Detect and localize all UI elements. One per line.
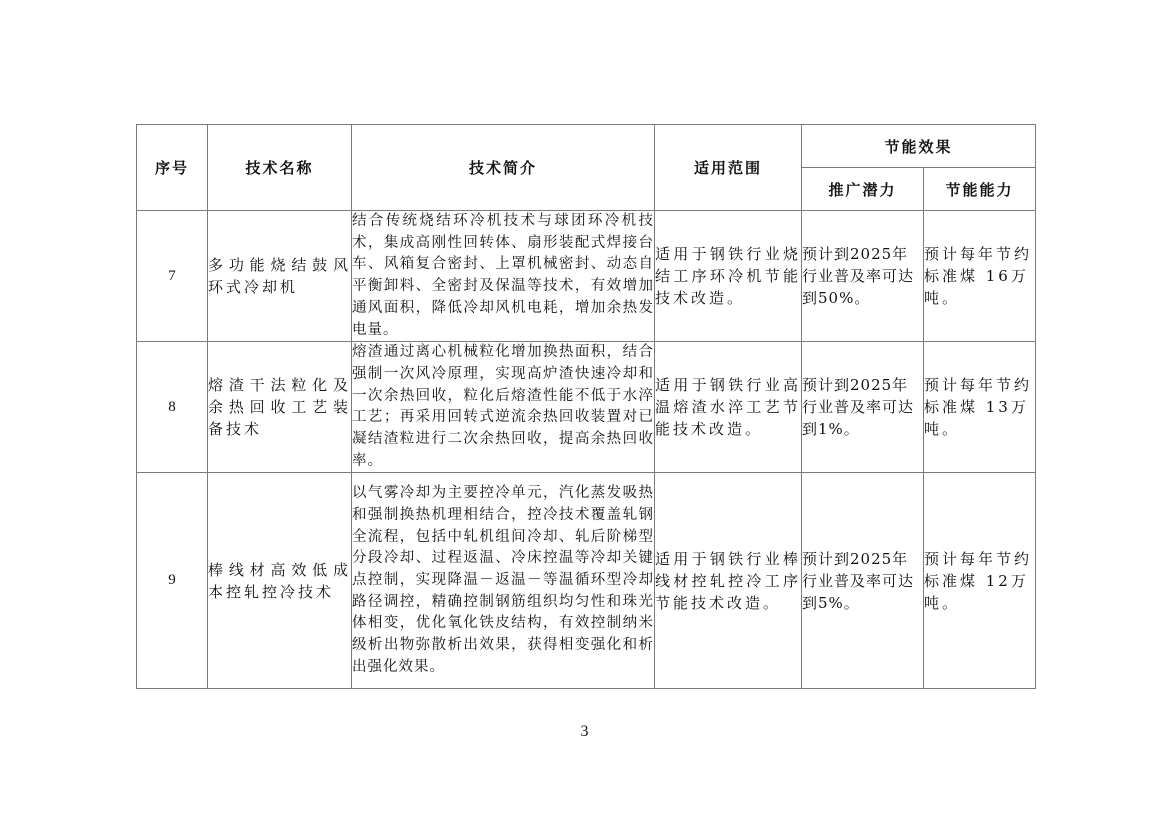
row-tech-name: 棒线材高效低成本控轧控冷技术: [208, 473, 352, 689]
row-potential: 预计到2025年行业普及率可达到50%。: [802, 211, 924, 342]
row-seq: 8: [137, 342, 208, 473]
table-row: [137, 211, 1036, 342]
header-scope: 适用范围: [655, 125, 802, 211]
table-row: [137, 342, 1036, 473]
row-seq: 7: [137, 211, 208, 342]
row-scope: 适用于钢铁行业烧结工序环冷机节能技术改造。: [655, 211, 802, 342]
header-potential: 推广潜力: [802, 168, 924, 211]
row-potential: 预计到2025年行业普及率可达到1%。: [802, 342, 924, 473]
row-tech-name: 多功能烧结鼓风环式冷却机: [208, 211, 352, 342]
row-description: 以气雾冷却为主要控冷单元，汽化蒸发吸热和强制换热机理相结合，控冷技术覆盖轧钢全流程，包括中轧机组间冷却、轧后阶梯型分段冷却、过程返温、冷床控温等冷却关键点控制，实现降温－返温－等温循环型冷却路径调控，精确控制钢筋组织均匀性和珠光体相变，优化氧化铁皮结构，有效控制纳米级析出物弥散析出效果，获得相变强化和析出强化效果。: [352, 473, 655, 689]
row-seq: 9: [137, 473, 208, 689]
row-tech-name: 熔渣干法粒化及余热回收工艺装备技术: [208, 342, 352, 473]
row-capacity: 预计每年节约标准煤 13万吨。: [924, 342, 1036, 473]
row-potential: 预计到2025年行业普及率可达到5%。: [802, 473, 924, 689]
page-number: 3: [580, 723, 589, 740]
header-effect-group: 节能效果: [802, 125, 1036, 168]
row-capacity: 预计每年节约标准煤 16万吨。: [924, 211, 1036, 342]
row-scope: 适用于钢铁行业棒线材控轧控冷工序节能技术改造。: [655, 473, 802, 689]
table-row: [137, 473, 1036, 689]
row-description: 熔渣通过离心机械粒化增加换热面积，结合强制一次风冷原理，实现高炉渣快速冷却和一次余热回收，粒化后熔渣性能不低于水淬工艺；再采用回转式逆流余热回收装置对已凝结渣粒进行二次余热回收，提高余热回收率。: [352, 342, 655, 473]
header-name: 技术名称: [208, 125, 352, 211]
row-description: 结合传统烧结环冷机技术与球团环冷机技术，集成高刚性回转体、扇形装配式焊接台车、风箱复合密封、上罩机械密封、动态自平衡卸料、全密封及保温等技术，有效增加通风面积，降低冷却风机电耗，增加余热发电量。: [352, 211, 655, 342]
row-scope: 适用于钢铁行业高温熔渣水淬工艺节能技术改造。: [655, 342, 802, 473]
header-seq: 序号: [137, 125, 208, 211]
header-description: 技术简介: [352, 125, 655, 211]
energy-saving-technology-table: [136, 124, 1036, 689]
row-capacity: 预计每年节约标准煤 12万吨。: [924, 473, 1036, 689]
header-capacity: 节能能力: [924, 168, 1036, 211]
header-row: [137, 125, 1036, 168]
